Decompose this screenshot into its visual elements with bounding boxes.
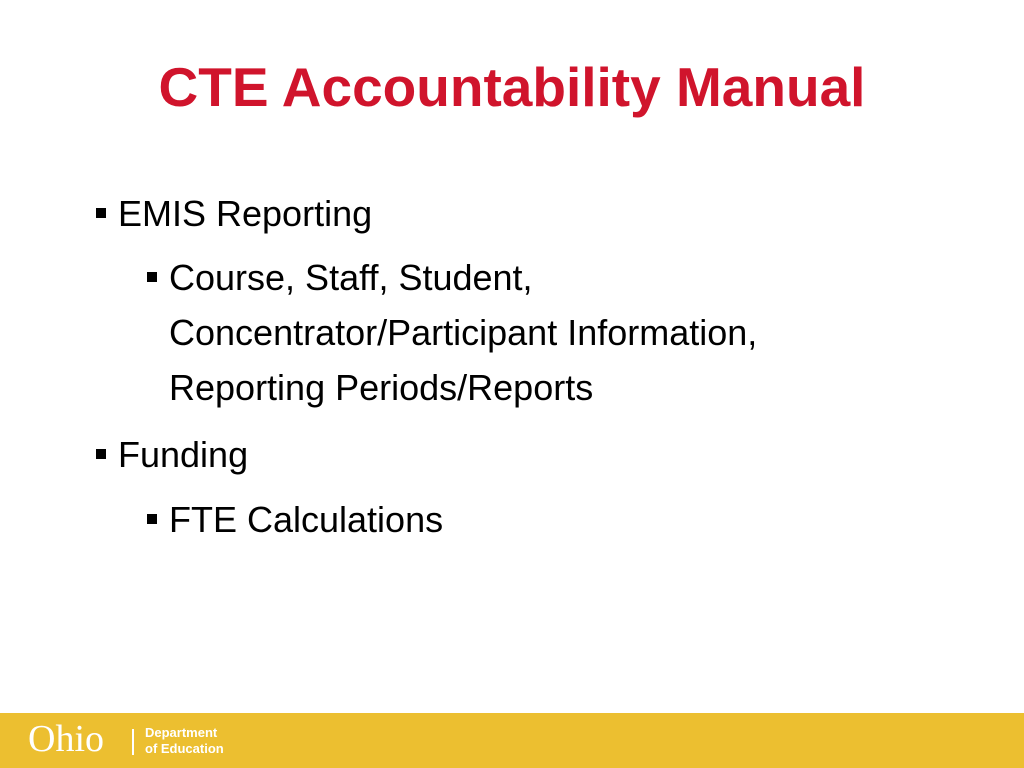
logo-wordmark: Ohio <box>28 718 104 760</box>
square-bullet-icon <box>96 449 106 459</box>
square-bullet-icon <box>147 272 157 282</box>
slide-title: CTE Accountability Manual <box>158 56 866 118</box>
bullet-text: EMIS Reporting <box>118 193 373 234</box>
footer-bar <box>0 713 1024 768</box>
sub-bullet-line-3: Reporting Periods/Reports <box>169 367 594 408</box>
sub-bullet-line-1: Course, Staff, Student, <box>169 257 533 298</box>
logo-department-line-1: Department <box>145 725 218 740</box>
logo-department-line-2: of Education <box>145 741 224 756</box>
sub-bullet-line-2: Concentrator/Participant Information, <box>169 312 758 353</box>
square-bullet-icon <box>96 208 106 218</box>
sub-bullet-line-1: FTE Calculations <box>169 499 444 540</box>
bullet-text: Funding <box>118 434 249 475</box>
square-bullet-icon <box>147 514 157 524</box>
logo-department-text <box>145 725 224 757</box>
logo-divider <box>132 729 134 755</box>
